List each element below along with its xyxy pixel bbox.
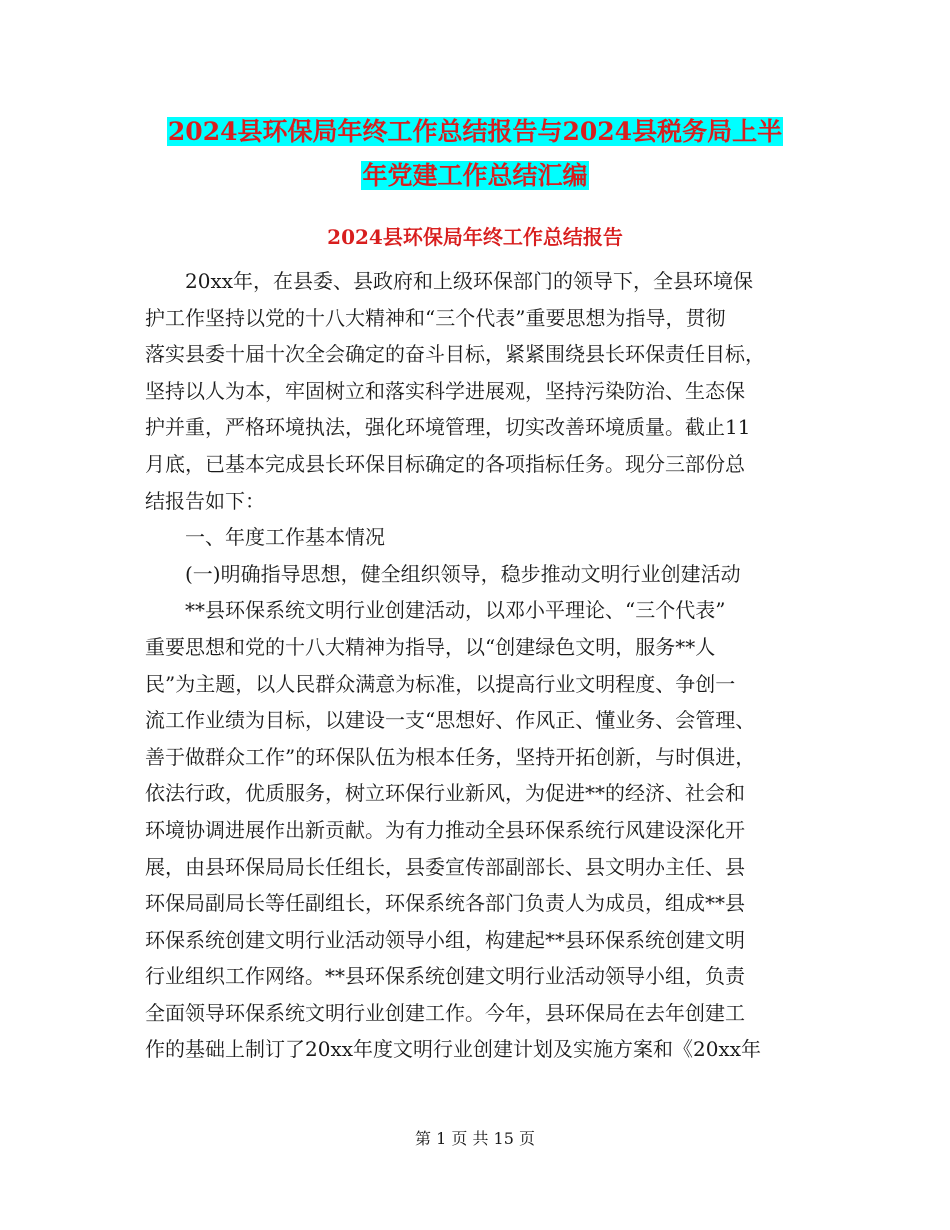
document-title-line-1-text: 2024县环保局年终工作总结报告与2024县税务局上半 [167, 117, 783, 146]
paragraph-line: 行业组织工作网络。**县环保系统创建文明行业活动领导小组，负责 [145, 964, 745, 989]
paragraph-line: 依法行政，优质服务，树立环保行业新风，为促进**的经济、社会和 [145, 781, 745, 806]
document-title-line-2-text: 年党建工作总结汇编 [362, 161, 588, 190]
paragraph-line: 重要思想和党的十八大精神为指导，以“创建绿色文明，服务**人 [145, 634, 716, 659]
section-title: 2024县环保局年终工作总结报告 [327, 225, 623, 249]
paragraph-line: 环保系统创建文明行业活动领导小组，构建起**县环保系统创建文明 [145, 927, 745, 952]
subsection-heading: (一)明确指导思想，健全组织领导，稳步推动文明行业创建活动 [185, 561, 741, 586]
section-heading: 一、年度工作基本情况 [185, 525, 385, 550]
paragraph-line: 环保局副局长等任副组长，环保系统各部门负责人为成员，组成**县 [145, 891, 745, 916]
paragraph-line: **县环保系统文明行业创建活动，以邓小平理论、“三个代表” [185, 598, 726, 623]
paragraph-line: 善于做群众工作”的环保队伍为根本任务，坚持开拓创新，与时俱进， [145, 744, 756, 769]
paragraph-line: 作的基础上制订了20xx年度文明行业创建计划及实施方案和《20xx年 [145, 1037, 762, 1062]
document-title-line-2 [0, 154, 950, 198]
document-title-line-1 [0, 110, 950, 154]
page-number-footer: 第 1 页 共 15 页 [415, 1129, 535, 1148]
paragraph-line: 全面领导环保系统文明行业创建工作。今年，县环保局在去年创建工 [145, 1000, 745, 1025]
paragraph-line: 结报告如下： [145, 488, 265, 513]
paragraph-line: 环境协调进展作出新贡献。为有力推动全县环保系统行风建设深化开 [145, 817, 745, 842]
paragraph-line: 展，由县环保局局长任组长，县委宣传部副部长、县文明办主任、县 [145, 854, 745, 879]
paragraph-line: 护并重，严格环境执法，强化环境管理，切实改善环境质量。截止11 [145, 415, 751, 440]
paragraph-line: 民”为主题，以人民群众满意为标准，以提高行业文明程度、争创一 [145, 671, 736, 696]
paragraph-line: 坚持以人为本，牢固树立和落实科学进展观，坚持污染防治、生态保 [145, 378, 745, 403]
body-text [145, 263, 805, 1068]
paragraph-line: 月底，已基本完成县长环保目标确定的各项指标任务。现分三部份总 [145, 451, 745, 476]
paragraph-line: 落实县委十届十次全会确定的奋斗目标，紧紧围绕县长环保责任目标， [145, 342, 765, 367]
paragraph-line: 流工作业绩为目标，以建设一支“思想好、作风正、懂业务、会管理、 [145, 708, 756, 733]
paragraph-line: 护工作坚持以党的十八大精神和“三个代表”重要思想为指导，贯彻 [145, 305, 726, 330]
paragraph-line: 20xx年，在县委、县政府和上级环保部门的领导下，全县环境保 [185, 269, 754, 293]
